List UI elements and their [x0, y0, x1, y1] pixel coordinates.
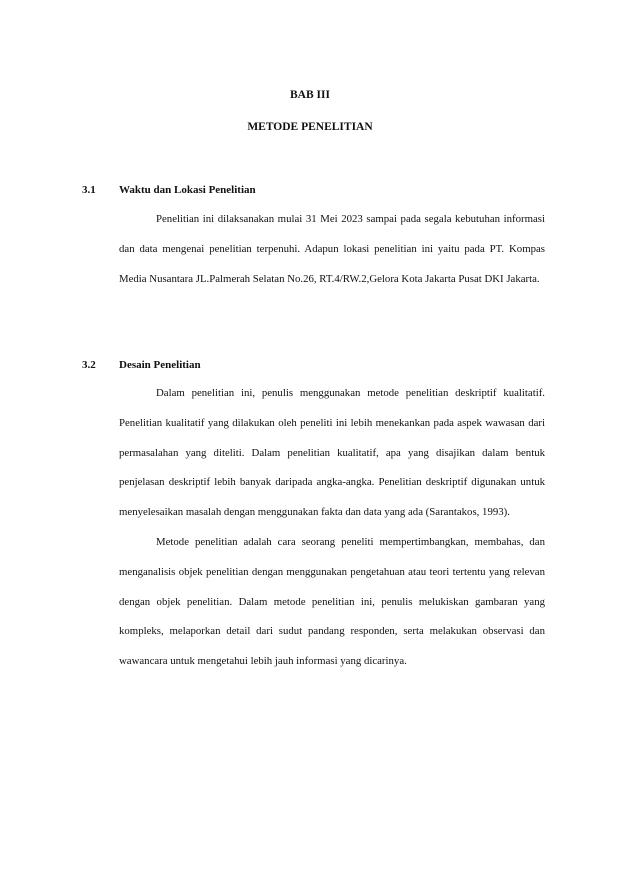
paragraph: Dalam penelitian ini, penulis menggunakan metode penelitian deskriptif kualitatif. Penelitian kualitatif yang dilakukan oleh peneliti ini lebih menekankan pada aspek wawasan dari permasalahan yang diteliti. Dalam penelitian kualitatif, apa yang disajikan dalam bentuk penjelasan deskriptif lebih banyak daripada angka-angka. Penelitian deskriptif digunakan untuk menyelesaikan masalah dengan menggunakan fakta dan data yang ada (Sarantakos, 1993). [119, 387, 545, 519]
section-title: Desain Penelitian [119, 359, 201, 371]
chapter-title: METODE PENELITIAN [247, 121, 373, 133]
section-title: Waktu dan Lokasi Penelitian [119, 184, 256, 196]
paragraph: Metode penelitian adalah cara seorang peneliti mempertimbangkan, membahas, dan menganalisis objek penelitian dengan menggunakan pengetahuan atau teori tertentu yang relevan dengan objek penelitian. Dalam metode penelitian ini, penulis melukiskan gambaran yang kompleks, melaporkan detail dari sudut pandang responden, serta melakukan observasi dan wawancara untuk mengetahui lebih jauh informasi yang dicarinya. [119, 535, 545, 668]
section-body [119, 379, 545, 677]
section-number: 3.2 [82, 359, 96, 371]
paragraph: Penelitian ini dilaksanakan mulai 31 Mei 2023 sampai pada segala kebutuhan informasi dan data mengenai penelitian terpenuhi. Adapun lokasi penelitian ini yaitu pada PT. Kompas Media Nusantara JL.Palmerah Selatan No.26, RT.4/RW.2,Gelora Kota Jakarta Pusat DKI Jakarta. [119, 213, 545, 285]
chapter-number: BAB III [290, 89, 330, 101]
section-body [119, 205, 545, 294]
section-number: 3.1 [82, 184, 96, 196]
section-heading [82, 184, 256, 196]
section-heading [82, 359, 201, 371]
